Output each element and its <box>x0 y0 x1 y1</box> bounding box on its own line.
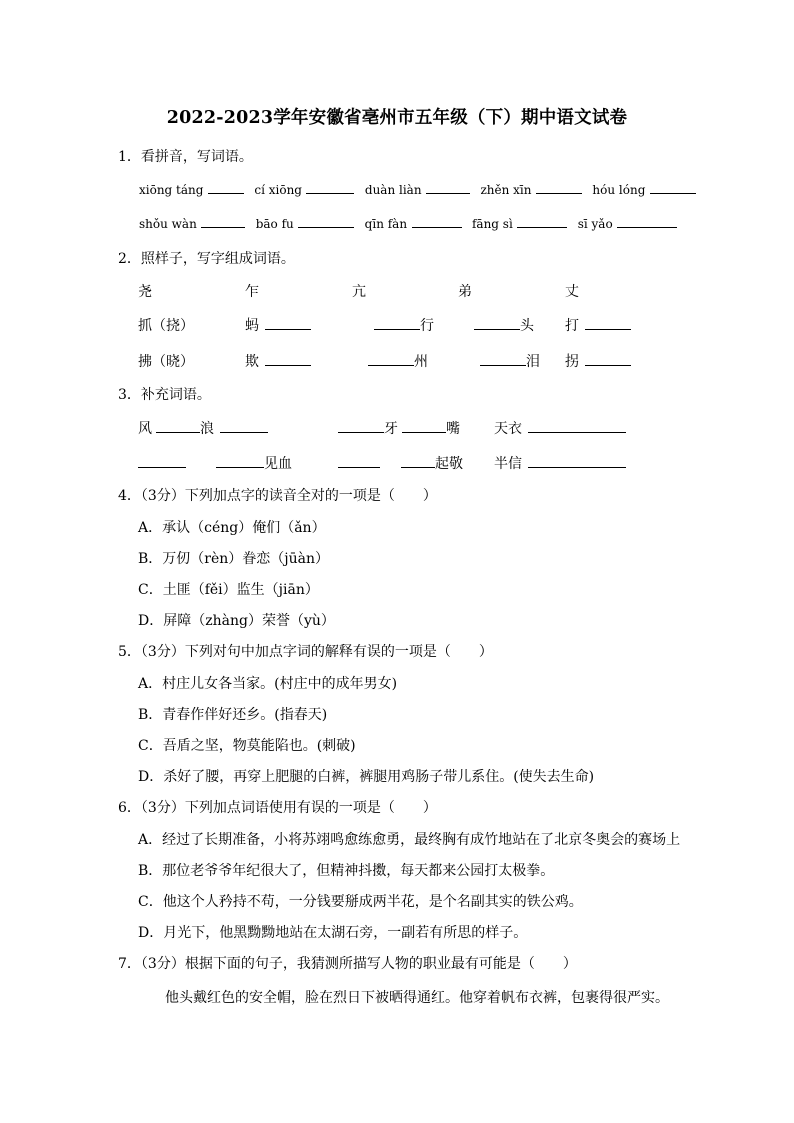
idiom-item <box>494 453 626 473</box>
answer-blank[interactable] <box>216 453 264 468</box>
answer-blank[interactable] <box>585 351 631 366</box>
answer-blank[interactable] <box>585 315 631 330</box>
char: 风 <box>138 421 152 437</box>
pinyin: duàn liàn <box>364 183 422 197</box>
idiom-item <box>338 453 380 472</box>
pinyin: sī yǎo <box>577 217 613 231</box>
q2-item <box>245 315 311 335</box>
pinyin: xiōng táng <box>139 183 204 197</box>
q2-item <box>368 351 428 371</box>
char: 牙 <box>384 421 398 437</box>
pinyin: qīn fàn <box>364 217 408 231</box>
passage: 他头戴红色的安全帽，脸在烈日下被晒得通红。他穿着帆布衣裤，包裹得很严实。 <box>165 990 669 1006</box>
char-head: 亢 <box>352 284 366 300</box>
example-word: 抓（挠） <box>138 318 194 334</box>
option-b[interactable]: B．青春作伴好还乡。(指春天) <box>138 707 328 723</box>
option-d[interactable]: D．屏障（zhàng）荣誉（yù） <box>138 613 335 629</box>
question-7-stem: 7．（3分）根据下面的句子，我猜测所描写人物的职业最有可能是（ ） <box>118 956 577 972</box>
answer-blank[interactable] <box>298 213 354 228</box>
option-b[interactable]: B．那位老爷爷年纪很大了，但精神抖擞，每天都来公园打太极拳。 <box>138 863 555 879</box>
idiom-item <box>138 453 186 472</box>
answer-blank[interactable] <box>220 418 268 433</box>
option-d[interactable]: D．月光下，他黑黝黝地站在太湖石旁，一副若有所思的样子。 <box>138 925 528 941</box>
option-c[interactable]: C．吾盾之坚，物莫能陷也。(刺破) <box>138 738 356 754</box>
answer-blank[interactable] <box>208 179 244 194</box>
char: 蚂 <box>245 318 259 334</box>
answer-blank[interactable] <box>265 315 311 330</box>
answer-blank[interactable] <box>265 351 311 366</box>
answer-blank[interactable] <box>536 179 582 194</box>
page-title: 2022-2023学年安徽省亳州市五年级（下）期中语文试卷 <box>166 108 628 128</box>
answer-blank[interactable] <box>528 453 626 468</box>
question-1-stem: 1．看拼音，写词语。 <box>118 149 253 165</box>
pinyin: hóu lóng <box>592 183 646 197</box>
idiom-item <box>216 453 292 473</box>
q2-item <box>245 351 311 371</box>
answer-blank[interactable] <box>338 418 384 433</box>
char: 头 <box>520 318 534 334</box>
char: 嘴 <box>446 421 460 437</box>
answer-blank[interactable] <box>528 418 626 433</box>
answer-blank[interactable] <box>480 351 526 366</box>
answer-blank[interactable] <box>401 453 435 468</box>
char: 见血 <box>264 456 292 472</box>
answer-blank[interactable] <box>650 179 696 194</box>
char: 打 <box>565 318 579 334</box>
idiom-item <box>494 418 626 438</box>
q2-item <box>374 315 434 335</box>
pinyin: shǒu wàn <box>139 217 197 231</box>
option-a[interactable]: A．村庄儿女各当家。(村庄中的成年男女) <box>138 676 398 692</box>
char-head: 弟 <box>458 284 472 300</box>
pinyin: cí xiōng <box>254 183 302 197</box>
answer-blank[interactable] <box>412 213 462 228</box>
idiom-item <box>338 418 460 438</box>
answer-blank[interactable] <box>306 179 354 194</box>
question-4-stem: 4．（3分）下列加点字的读音全对的一项是（ ） <box>118 488 437 504</box>
q2-item <box>565 351 631 371</box>
question-5-stem: 5．（3分）下列对句中加点字词的解释有误的一项是（ ） <box>118 644 493 660</box>
q2-item <box>565 315 631 335</box>
answer-blank[interactable] <box>402 418 446 433</box>
q2-item <box>480 351 540 371</box>
answer-blank[interactable] <box>474 315 520 330</box>
answer-blank[interactable] <box>374 315 420 330</box>
example-word: 拂（晓） <box>138 354 194 370</box>
q1-row-1 <box>139 179 696 198</box>
char: 半信 <box>494 456 522 472</box>
option-c[interactable]: C．他这个人矜持不苟，一分钱要掰成两半花，是个名副其实的铁公鸡。 <box>138 894 583 910</box>
option-a[interactable]: A．经过了长期准备，小将苏翊鸣愈练愈勇，最终胸有成竹地站在了北京冬奥会的赛场上 <box>138 832 681 848</box>
option-d[interactable]: D．杀好了腰，再穿上肥腿的白裤，裤腿用鸡肠子带儿系住。(使失去生命) <box>138 769 595 785</box>
answer-blank[interactable] <box>156 418 200 433</box>
option-a[interactable]: A．承认（céng）俺们（ǎn） <box>138 520 326 536</box>
pinyin: fāng sì <box>471 217 513 231</box>
char-head: 乍 <box>245 284 259 300</box>
answer-blank[interactable] <box>517 213 567 228</box>
char: 起敬 <box>435 456 463 472</box>
option-c[interactable]: C．土匪（fěi）监生（jiān） <box>138 582 319 598</box>
q1-row-2 <box>139 213 677 232</box>
char-head: 尧 <box>138 284 152 300</box>
idiom-item <box>138 418 268 438</box>
question-6-stem: 6．（3分）下列加点词语使用有误的一项是（ ） <box>118 800 437 816</box>
pinyin: bāo fu <box>255 217 294 231</box>
char: 行 <box>420 318 434 334</box>
q2-item <box>474 315 534 335</box>
question-2-stem: 2．照样子，写字组成词语。 <box>118 251 295 267</box>
option-b[interactable]: B．万仞（rèn）眷恋（jūàn） <box>138 551 330 567</box>
answer-blank[interactable] <box>368 351 414 366</box>
char: 浪 <box>200 421 214 437</box>
answer-blank[interactable] <box>338 453 380 468</box>
question-3-stem: 3．补充词语。 <box>118 387 211 403</box>
answer-blank[interactable] <box>617 213 677 228</box>
idiom-item <box>401 453 463 473</box>
char: 欺 <box>245 354 259 370</box>
char: 泪 <box>526 354 540 370</box>
char-head: 丈 <box>565 284 579 300</box>
char: 天衣 <box>494 421 522 437</box>
answer-blank[interactable] <box>426 179 470 194</box>
char: 州 <box>414 354 428 370</box>
answer-blank[interactable] <box>138 453 186 468</box>
pinyin: zhěn xīn <box>480 183 532 197</box>
char: 拐 <box>565 354 579 370</box>
answer-blank[interactable] <box>201 213 245 228</box>
